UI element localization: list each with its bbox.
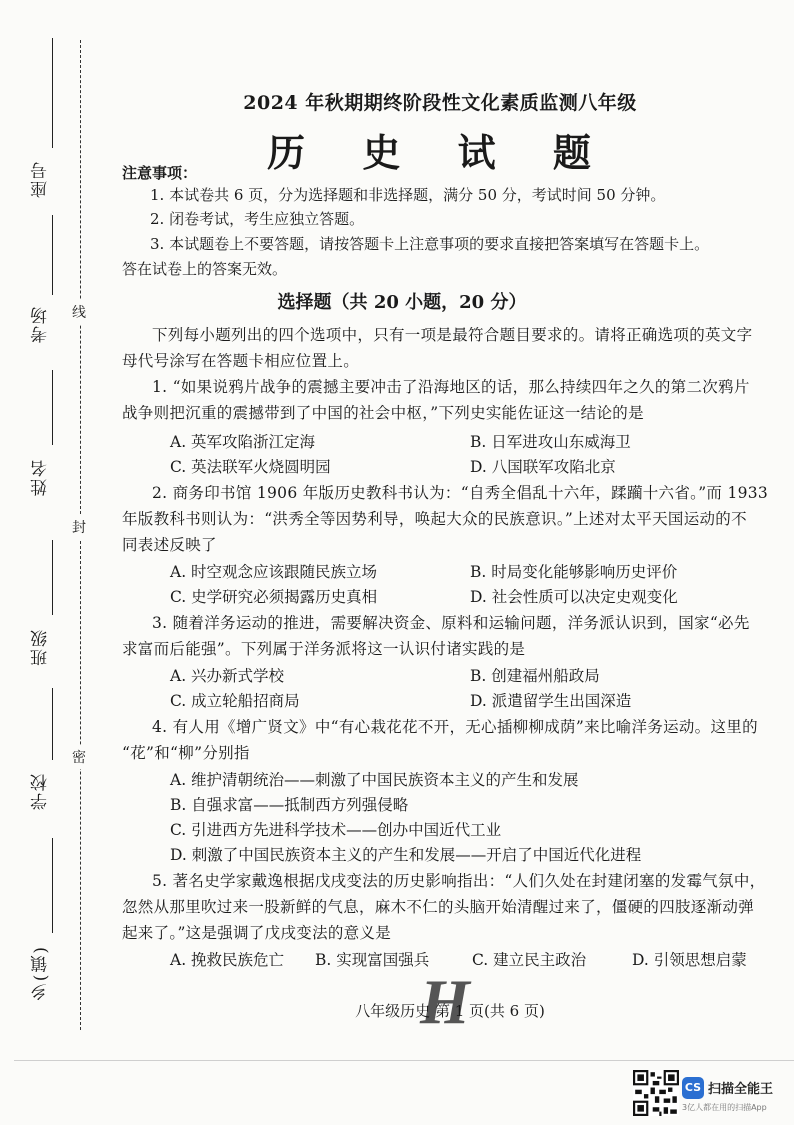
town-label: 乡(镇) [31,945,51,1001]
exam-subtitle: 2024 年秋期期终阶段性文化素质监测八年级 [243,92,637,114]
bottom-rule [14,1060,794,1061]
exam-room-blank [52,215,53,295]
seat-number-blank [52,38,53,148]
q1-option-b: B. 日军进攻山东威海卫 [470,433,631,451]
q4-option-c: C. 引进西方先进科学技术——创办中国近代工业 [170,821,502,839]
q2-option-d: D. 社会性质可以决定史观变化 [470,588,678,606]
q5-option-c: C. 建立民主政治 [472,951,587,969]
q3-option-b: B. 创建福州船政局 [470,667,600,685]
question-4-text: “花”和“柳”分别指 [122,744,250,762]
question-5-text: 起来了。”这是强调了戊戌变法的意义是 [122,924,392,942]
school-label: 学校 [31,772,51,810]
section-instruction: 母代号涂写在答题卡相应位置上。 [122,352,360,370]
q2-option-c: C. 史学研究必须揭露历史真相 [170,588,378,606]
q4-option-d: D. 刺激了中国民族资本主义的产生和发展——开启了中国近代化进程 [170,846,642,864]
question-1-text: 战争则把沉重的震撼带到了中国的社会中枢，”下列史实能佐证这一结论的是 [122,404,644,422]
section-title: 选择题（共 20 小题，20 分） [277,292,527,313]
scanner-slogan: 3亿人都在用的扫描App [682,1103,767,1112]
question-2-text: 同表述反映了 [122,536,217,554]
camscanner-logo-icon: CS [682,1077,704,1099]
q3-option-c: C. 成立轮船招商局 [170,692,300,710]
exam-version-mark: H [420,966,470,1037]
name-label: 姓名 [31,458,51,496]
question-2-text: 2. 商务印书馆 1906 年版历史教科书认为：“自秀全倡乱十六年，蹂躏十六省。”而 1933 [152,484,769,502]
note-item: 1. 本试卷共 6 页，分为选择题和非选择题，满分 50 分，考试时间 50 分钟。 [150,186,666,204]
town-blank [52,838,53,933]
question-5-text: 忽然从那里吹过来一股新鲜的气息，麻木不仁的头脑开始清醒过来了，僵硬的四肢逐渐动弹 [122,898,755,916]
question-3-text: 3. 随着洋务运动的推进，需要解决资金、原料和运输问题，洋务派认识到，国家“必先 [152,614,750,632]
class-label: 班级 [31,628,51,666]
school-blank [52,688,53,760]
question-1-text: 1. “如果说鸦片战争的震撼主要冲击了沿海地区的话，那么持续四年之久的第二次鸦片 [152,378,750,396]
seat-number-label: 座号 [31,160,51,198]
q2-option-a: A. 时空观念应该跟随民族立场 [170,563,378,581]
class-blank [52,540,53,615]
q1-option-c: C. 英法联军火烧圆明园 [170,458,331,476]
note-item: 2. 闭卷考试，考生应独立答题。 [150,210,365,228]
note-continuation: 答在试卷上的答案无效。 [122,260,288,278]
scanner-app-name: 扫描全能王 [708,1082,774,1097]
seal-char-mi: 密 [72,745,86,769]
note-item: 3. 本试题卷上不要答题，请按答题卡上注意事项的要求直接把答案填写在答题卡上。 [150,235,710,253]
seal-char-xian: 线 [72,300,86,324]
q5-option-a: A. 挽救民族危亡 [170,951,285,969]
qr-code-icon [633,1070,679,1116]
q3-option-d: D. 派遣留学生出国深造 [470,692,632,710]
q2-option-b: B. 时局变化能够影响历史评价 [470,563,678,581]
question-2-text: 年版教科书则认为：“洪秀全等因势利导，唤起大众的民族意识。”上述对太平天国运动的不 [122,510,747,528]
question-3-text: 求富而后能强”。下列属于洋务派将这一认识付诸实践的是 [122,640,526,658]
page-number: 八年级历史 第 1 页(共 6 页) [355,1002,545,1020]
q1-option-a: A. 英军攻陷浙江定海 [170,433,316,451]
exam-title: 历 史 试 题 [267,130,613,175]
q5-option-d: D. 引领思想启蒙 [632,951,747,969]
name-blank [52,370,53,445]
section-instruction: 下列每小题列出的四个选项中，只有一项是最符合题目要求的。请将正确选项的英文字 [152,326,753,344]
q4-option-a: A. 维护清朝统治——刺激了中国民族资本主义的产生和发展 [170,771,579,789]
question-4-text: 4. 有人用《增广贤文》中“有心栽花花不开，无心插柳柳成荫”来比喻洋务运动。这里的 [152,718,758,736]
notes-heading: 注意事项： [122,164,198,182]
q4-option-b: B. 自强求富——抵制西方列强侵略 [170,796,409,814]
q3-option-a: A. 兴办新式学校 [170,667,285,685]
question-5-text: 5. 著名史学家戴逸根据戊戌变法的历史影响指出：“人们久处在封建闭塞的发霉气氛中， [152,872,766,890]
q1-option-d: D. 八国联军攻陷北京 [470,458,616,476]
exam-room-label: 考场 [31,305,51,343]
q5-option-b: B. 实现富国强兵 [315,951,430,969]
seal-char-feng: 封 [72,515,86,539]
binding-margin [0,0,100,1060]
